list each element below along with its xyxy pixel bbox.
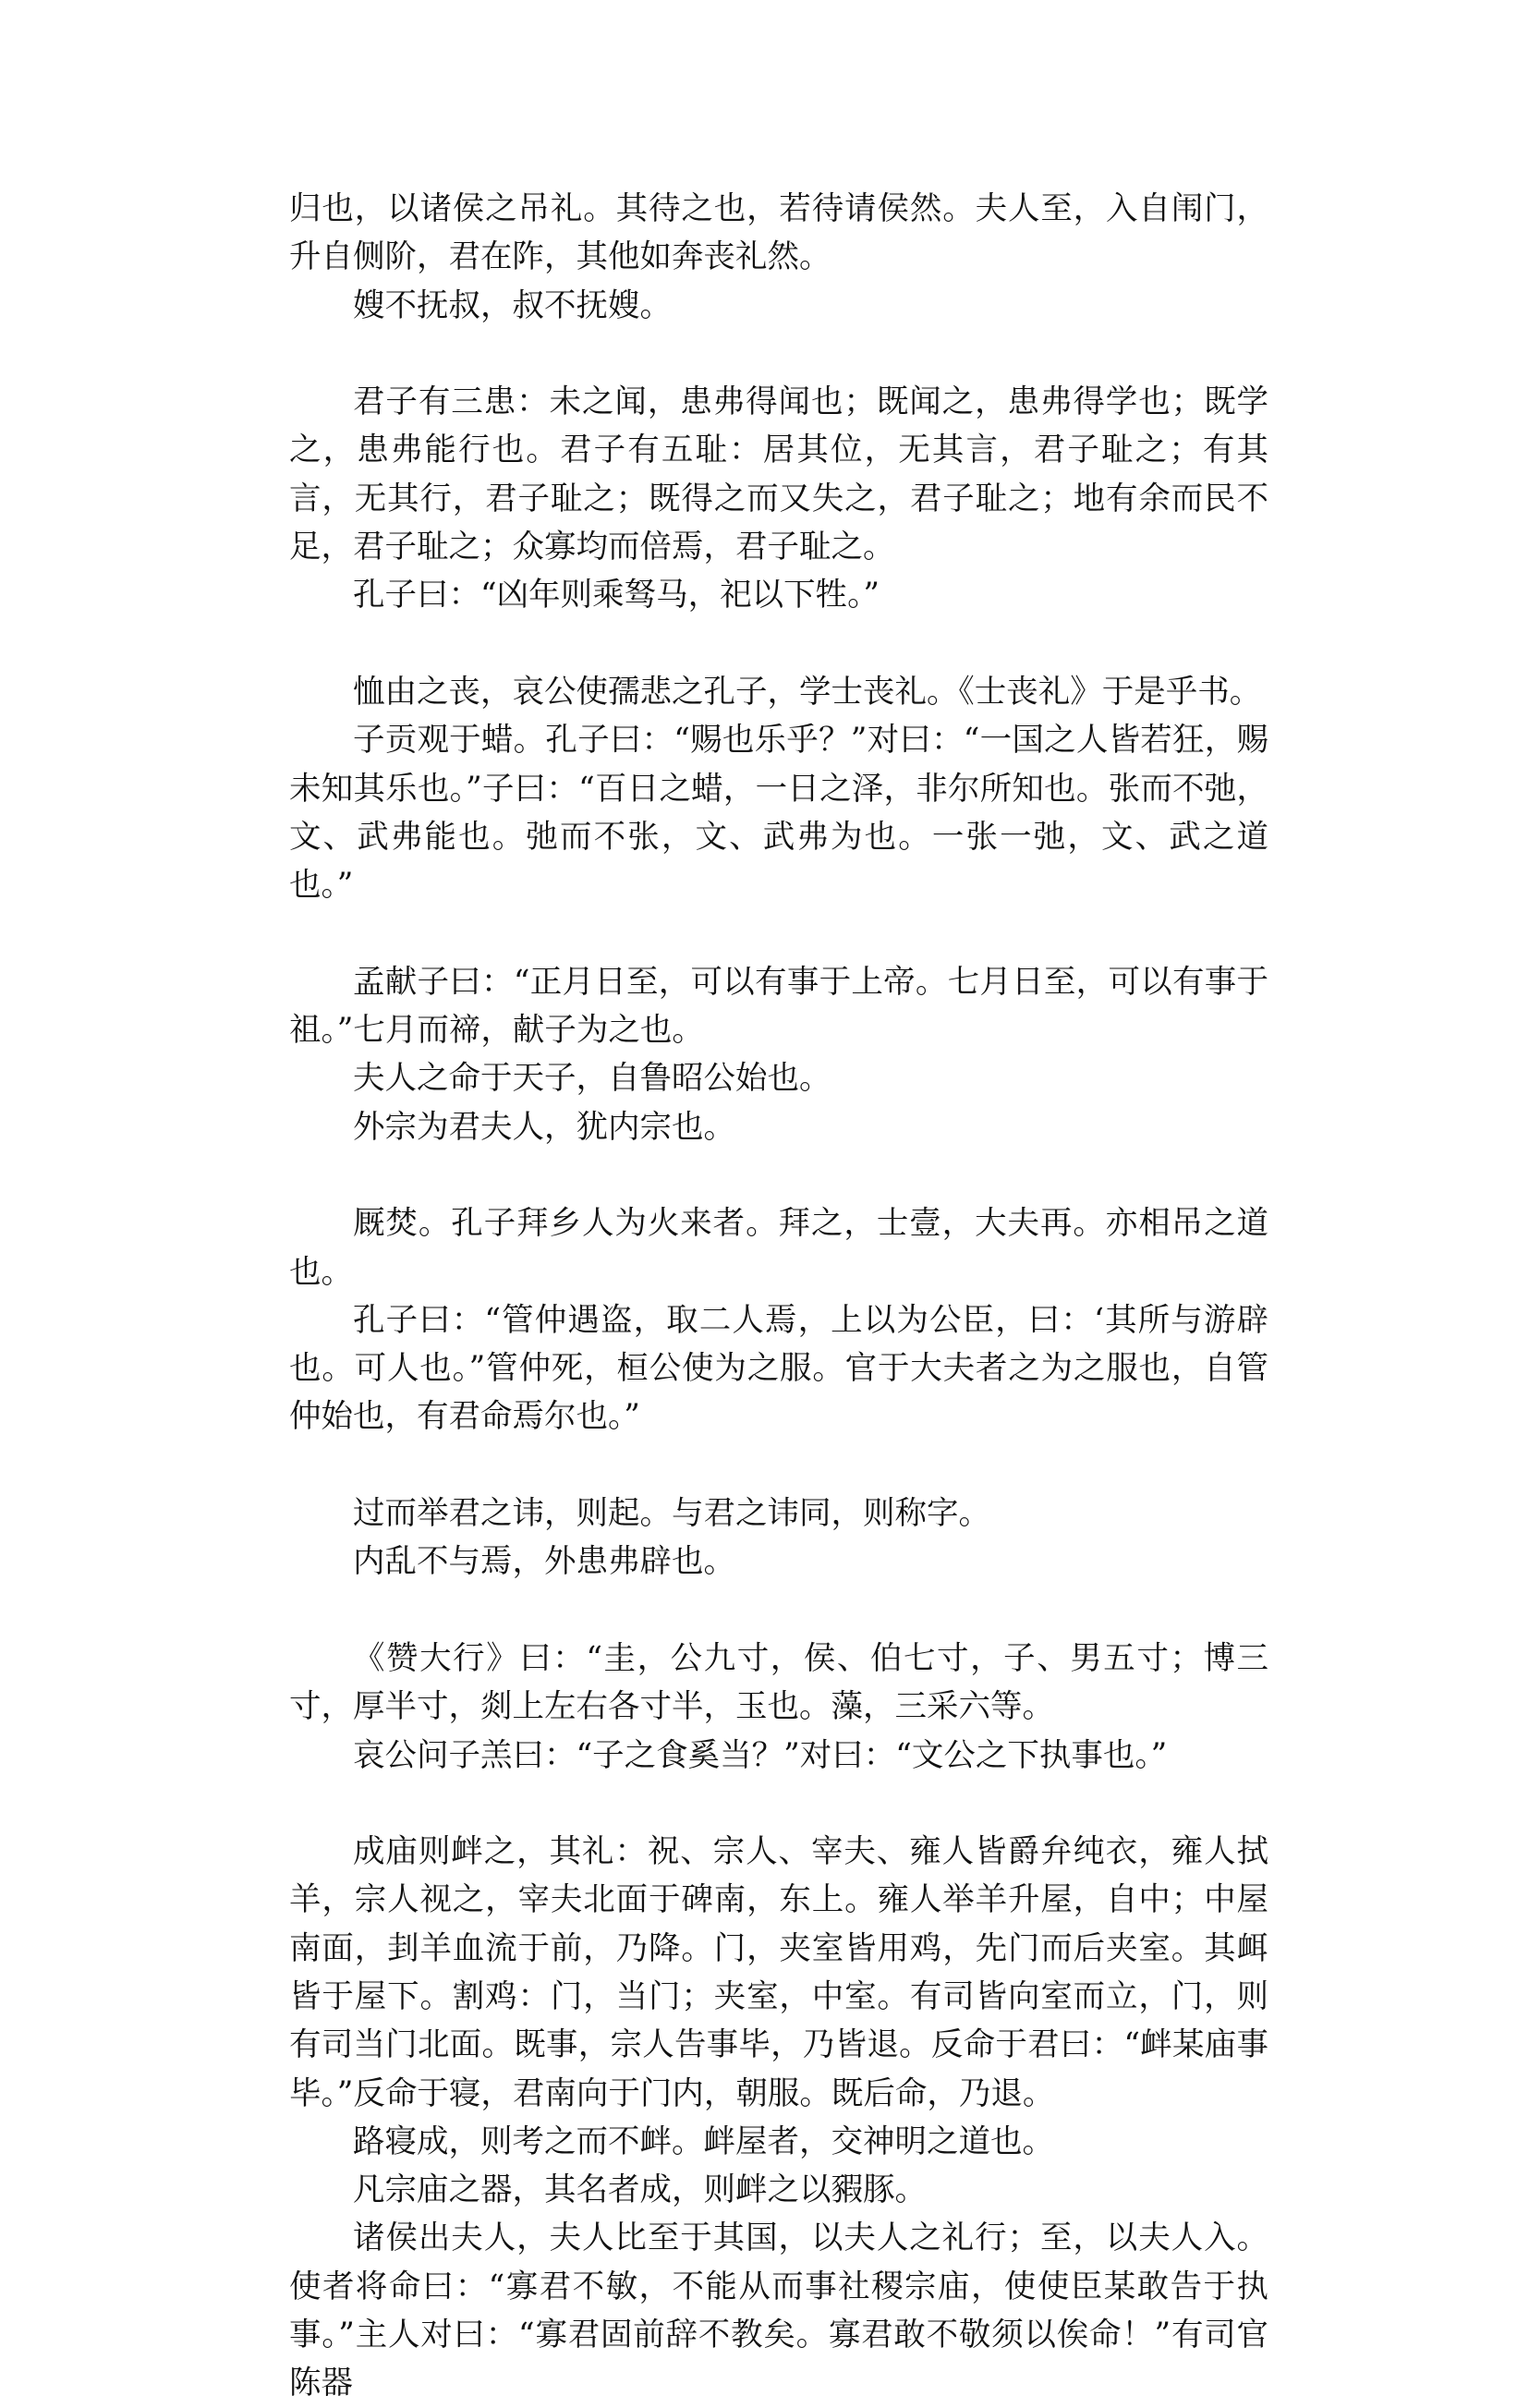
paragraph-19: 诸侯出夫人，夫人比至于其国，以夫人之礼行；至，以夫人入。使者将命曰：“寡君不敏，不能从而事社稷宗庙，使使臣某敢告于执事。”主人对曰：“寡君固前辞不教矣。寡君敢不敬须以俟命！”有司官陈器: [289, 2219, 1268, 2402]
paragraph-2: 嫂不抚叔，叔不抚嫂。: [353, 286, 672, 324]
paragraph-gap: [289, 1587, 1268, 1635]
paragraph-14: 《赞大行》曰：“圭，公九寸，侯、伯七寸，子、男五寸；博三寸，厚半寸，剡上左右各寸半，玉也。藻，三采六等。: [289, 1639, 1268, 1726]
paragraph-11: 孔子曰：“管仲遇盗，取二人焉，上以为公臣，曰：‘其所与游辟也。可人也。”管仲死，桓公使为之服。官于大夫者之为之服也，自管仲始也，有君命焉尔也。”: [289, 1301, 1268, 1436]
paragraph-5: 恤由之丧，哀公使孺悲之孔子，学士丧礼。《士丧礼》于是乎书。: [353, 673, 1262, 711]
paragraph-7: 孟献子曰：“正月日至，可以有事于上帝。七月日至，可以有事于祖。”七月而禘，献子为之也。: [289, 963, 1268, 1050]
paragraph-8: 夫人之命于天子，自鲁昭公始也。: [353, 1060, 831, 1098]
paragraph-4: 孔子曰：“凶年则乘驽马，祀以下牲。”: [353, 577, 880, 614]
paragraph-3: 君子有三患：未之闻，患弗得闻也；既闻之，患弗得学也；既学之，患弗能行也。君子有五耻：居其位，无其言，君子耻之；有其言，无其行，君子耻之；既得之而又失之，君子耻之；地有余而民不足，君子耻之；众寡均而倍焉，君子耻之。: [289, 383, 1268, 566]
paragraph-12: 过而举君之讳，则起。与君之讳同，则称字。: [353, 1495, 990, 1533]
paragraph-gap: [289, 620, 1268, 668]
paragraph-18: 凡宗庙之器，其名者成，则衅之以豭豚。: [353, 2171, 927, 2209]
paragraph-gap: [289, 1151, 1268, 1199]
paragraph-17: 路寝成，则考之而不衅。衅屋者，交神明之道也。: [353, 2122, 1054, 2160]
paragraph-9: 外宗为君夫人，犹内宗也。: [353, 1108, 735, 1146]
paragraph-gap: [289, 330, 1268, 378]
paragraph-16: 成庙则衅之，其礼：祝、宗人、宰夫、雍人皆爵弁纯衣，雍人拭羊，宗人视之，宰夫北面于碑南，东上。雍人举羊升屋，自中；中屋南面，刲羊血流于前，乃降。门，夹室皆用鸡，先门而后夹室。其衈皆于屋下。割鸡：门，当门；夹室，中室。有司皆向室而立，门，则有司当门北面。既事，宗人告事毕，乃皆退。反命于君曰：“衅某庙事毕。”反命于寝，君南向于门内，朝服。既后命，乃退。: [289, 1833, 1268, 2112]
paragraph-1: 归也，以诸侯之吊礼。其待之也，若待请侯然。夫人至，入自闱门，升自侧阶，君在阼，其他如奔丧礼然。: [289, 190, 1268, 276]
paragraph-6: 子贡观于蜡。孔子曰：“赐也乐乎？”对曰：“一国之人皆若狂，赐未知其乐也。”子曰：“百日之蜡，一日之泽，非尔所知也。张而不弛，文、武弗能也。弛而不张，文、武弗为也。一张一弛，文、武之道也。”: [289, 722, 1268, 905]
body-text: [289, 185, 1268, 2408]
paragraph-gap: [289, 909, 1268, 957]
paragraph-gap: [289, 1441, 1268, 1490]
paragraph-gap: [289, 1780, 1268, 1828]
paragraph-10: 厩焚。孔子拜乡人为火来者。拜之，士壹，大夫再。亦相吊之道也。: [289, 1205, 1268, 1291]
paragraph-13: 内乱不与焉，外患弗辟也。: [353, 1543, 735, 1581]
paragraph-15: 哀公问子羔曰：“子之食奚当？”对曰：“文公之下执事也。”: [353, 1736, 1168, 1774]
